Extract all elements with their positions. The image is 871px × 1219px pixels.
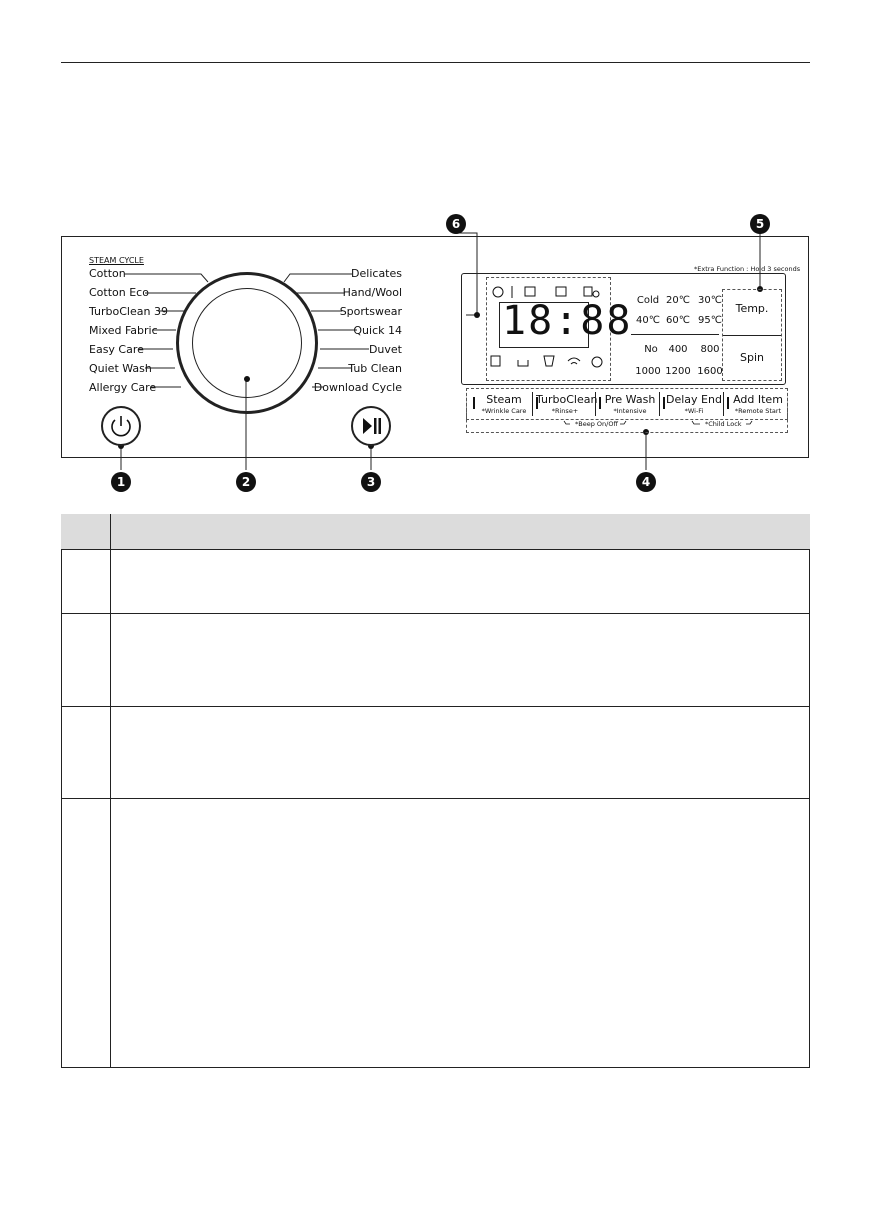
turboclean-button-sub: *Rinse+ — [551, 407, 579, 415]
spin-option-800: 800 — [700, 344, 720, 355]
temp-option-cold: Cold — [636, 295, 660, 306]
temp-button[interactable]: Temp. — [735, 302, 769, 315]
power-button[interactable] — [101, 406, 141, 446]
cycle-label-tub-clean: Tub Clean — [348, 362, 402, 375]
callout-4: 4 — [636, 472, 656, 492]
cycle-label-quiet-wash: Quiet Wash — [89, 362, 152, 375]
temp-option-40: 40℃ — [636, 315, 660, 326]
prewash-button-sub: *Intensive — [613, 407, 647, 415]
segment-digits: 18:88 — [502, 298, 633, 344]
cycle-label-cotton: Cotton — [89, 267, 126, 280]
callout-3: 3 — [361, 472, 381, 492]
knob-indicator-dot — [244, 376, 250, 382]
status-icons-bottom — [488, 352, 608, 370]
callout-2: 2 — [236, 472, 256, 492]
cycle-label-hand-wool: Hand/Wool — [342, 286, 402, 299]
cycle-label-mixed-fabric: Mixed Fabric — [89, 324, 158, 337]
steam-button[interactable]: Steam — [486, 393, 522, 406]
delay-end-button[interactable]: Delay End — [666, 393, 722, 406]
child-lock-label: *Child Lock — [705, 420, 742, 428]
extra-function-note: *Extra Function : Hold 3 seconds — [694, 265, 801, 273]
temp-option-60: 60℃ — [666, 315, 690, 326]
temp-option-95: 95℃ — [698, 315, 722, 326]
temp-spin-divider — [631, 334, 719, 335]
steam-button-sub: *Wrinkle Care — [481, 407, 527, 415]
cycle-label-sportswear: Sportswear — [339, 305, 402, 318]
temp-option-20: 20℃ — [666, 295, 690, 306]
turboclean-button[interactable]: TurboClean — [536, 393, 598, 406]
table-row-divider-1 — [61, 613, 810, 614]
cycle-label-download-cycle: Download Cycle — [313, 381, 402, 394]
play-pause-icon — [353, 408, 389, 444]
add-item-button[interactable]: Add Item — [733, 393, 783, 406]
spin-option-1000: 1000 — [635, 366, 661, 377]
delay-end-button-sub: *Wi-Fi — [684, 407, 704, 415]
spin-option-1600: 1600 — [697, 366, 723, 377]
start-pause-button[interactable] — [351, 406, 391, 446]
table-header — [61, 514, 810, 550]
cycle-label-allergy-care: Allergy Care — [89, 381, 157, 394]
table-column-divider — [110, 514, 111, 1068]
callout-6: 6 — [446, 214, 466, 234]
temp-option-30: 30℃ — [698, 295, 722, 306]
spin-option-1200: 1200 — [665, 366, 691, 377]
cycle-label-quick: Quick 14 — [353, 324, 402, 337]
table-row-divider-2 — [61, 706, 810, 707]
spin-button[interactable]: Spin — [740, 351, 764, 364]
add-item-button-sub: *Remote Start — [734, 407, 782, 415]
power-icon — [103, 408, 139, 444]
cycle-label-easy-care: Easy Care — [89, 343, 144, 356]
spin-option-400: 400 — [668, 344, 688, 355]
beep-on-off-label: *Beep On/Off — [575, 420, 618, 428]
steam-cycle-title: STEAM CYCLE — [89, 256, 144, 265]
cycle-label-duvet: Duvet — [368, 343, 402, 356]
callout-5: 5 — [750, 214, 770, 234]
cycle-label-delicates: Delicates — [351, 267, 402, 280]
cycle-label-cotton-eco: Cotton Eco — [89, 286, 149, 299]
table-row-divider-3 — [61, 798, 810, 799]
cycle-label-turboclean: TurboClean 39 — [89, 305, 168, 318]
temp-spin-button-divider — [723, 335, 781, 336]
spin-option-no: No — [644, 344, 658, 355]
callout-1: 1 — [111, 472, 131, 492]
prewash-button[interactable]: Pre Wash — [604, 393, 656, 406]
description-table — [61, 514, 810, 1068]
